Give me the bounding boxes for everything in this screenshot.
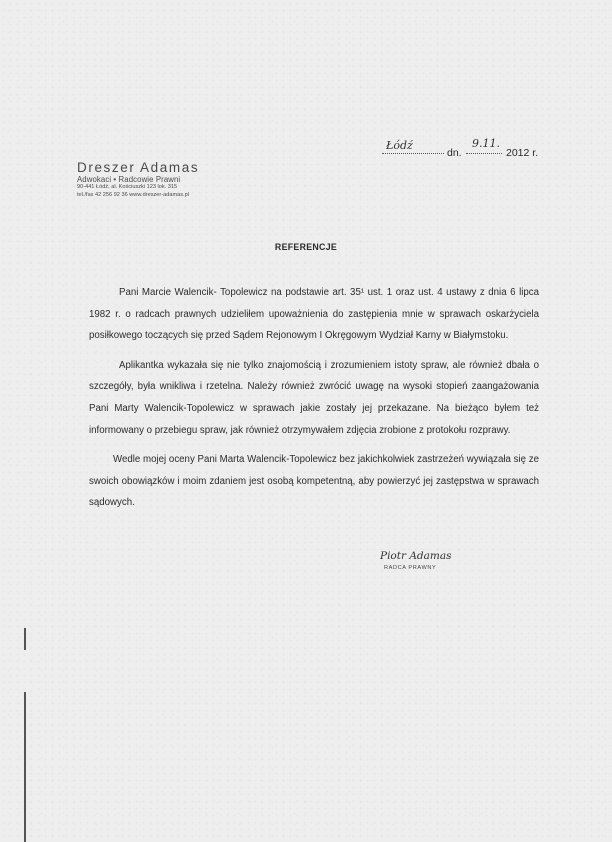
date-place: Łódź	[386, 139, 413, 152]
paragraph-1: Pani Marcie Walencik- Topolewicz na podstawie art. 35¹ ust. 1 oraz ust. 4 ustawy z dnia 6 lipca 1982 r. o radcach prawnych udzieliłem upoważnienia do zastępienia mnie w sprawach oskarżyciela posiłkowego toczących się przed Sądem Rejonowym I Okręgowym Wydział Karny w Białymstoku.	[89, 287, 539, 342]
date-dots-place	[382, 153, 444, 154]
date-line	[382, 137, 552, 162]
paragraph-3: Wedle mojej oceny Pani Marta Walencik-Topolewicz bez jakichkolwiek zastrzeżeń wywiązała się ze swoich obowiązków i moim zdaniem jest osobą kompetentną, aby powierzyć jej zastępstwa w sprawach sądowych.	[89, 454, 539, 509]
firm-address: 90-441 Łódź, al. Kościuszki 123 lok. 315	[77, 184, 178, 190]
firm-subtitle: Adwokaci • Radcowie Prawni	[77, 175, 181, 184]
firm-contact: tel./fax 42 256 92 36 www.dreszer-adamas.pl	[77, 191, 189, 198]
letter-body	[89, 282, 539, 522]
firm-name: Dreszer Adamas	[77, 160, 200, 175]
date-day-month: 9.11.	[472, 137, 500, 150]
date-dots-day	[466, 153, 502, 154]
paragraph-2: Aplikantka wykazała się nie tylko znajomością i zrozumieniem istoty spraw, ale również dbała o szczegóły, była wnikliwa i rzetelna. Należy również zwrócić uwagę na wysoki stopień zaangażowania Pani Marty Walencik-Topolewicz w sprawach jakie zostały jej przekazane. Na bieżąco byłem też informowany o przebiegu spraw, jak również otrzymywałem zdjęcia zrobione z protokołu rozprawy.	[89, 359, 539, 436]
signature-name: Piotr Adamas	[380, 550, 452, 562]
firm-stamp	[77, 161, 227, 199]
margin-mark-top	[24, 628, 26, 650]
signature-stamp	[380, 550, 480, 580]
page-title: REFERENCJE	[274, 242, 338, 252]
margin-mark-bottom	[24, 692, 26, 842]
date-label-dn: dn.	[447, 147, 462, 159]
signature-role: RADCA PRAWNY	[384, 565, 437, 571]
date-year: 2012 r.	[506, 147, 539, 159]
